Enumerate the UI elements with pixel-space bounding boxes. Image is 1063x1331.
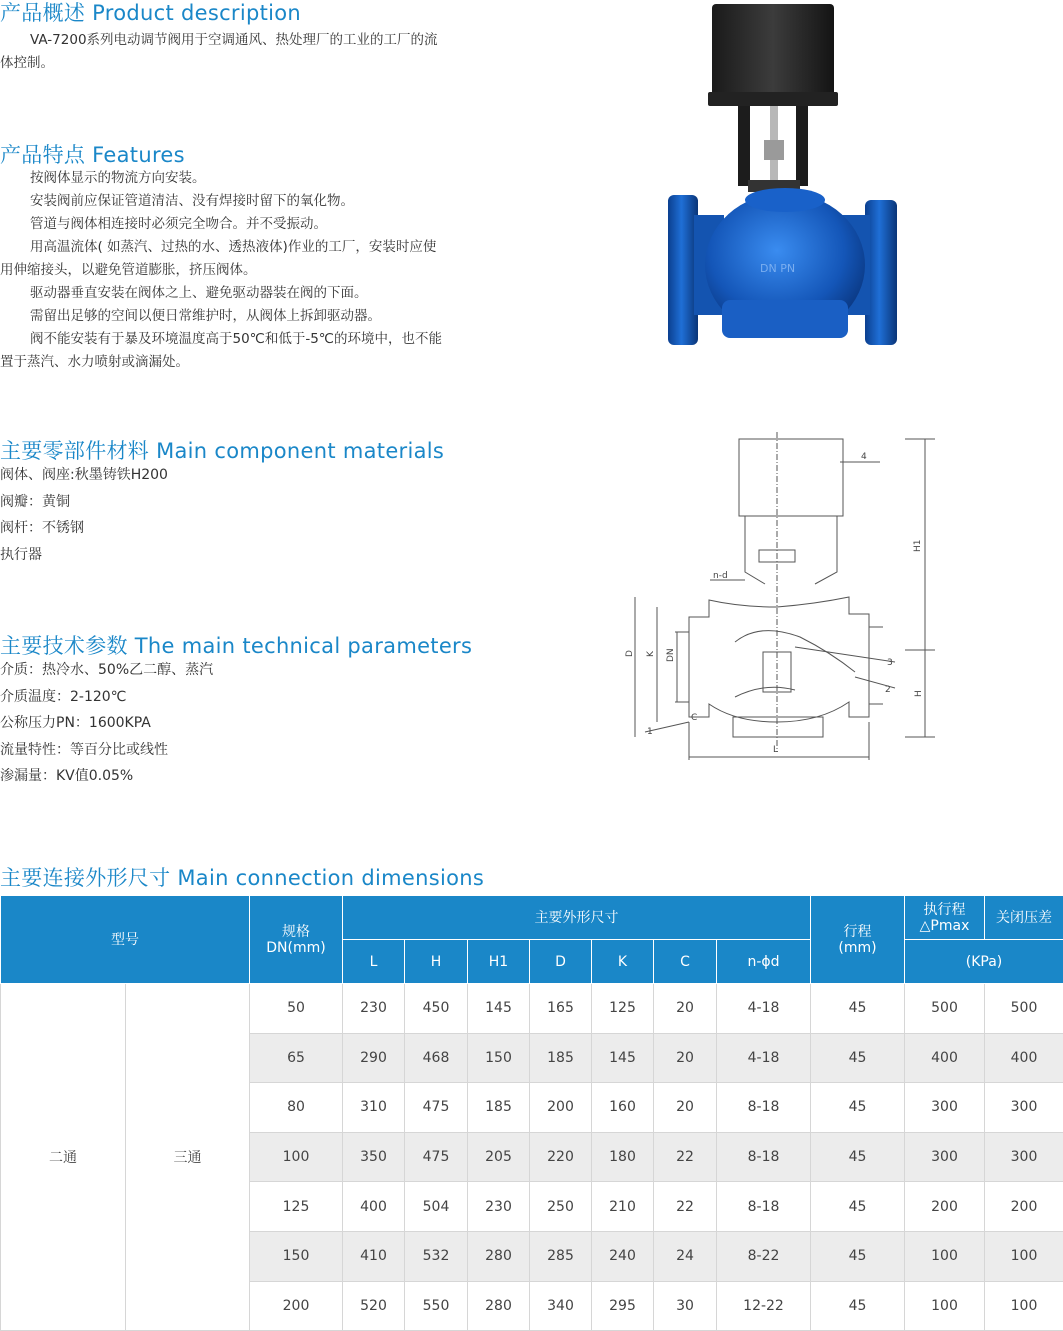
table-cell: 45 — [811, 1033, 905, 1083]
table-cell: 45 — [811, 984, 905, 1034]
header-model: 型号 — [1, 896, 250, 984]
table-cell: 200 — [905, 1182, 985, 1232]
table-cell: 504 — [405, 1182, 468, 1232]
table-cell: 8-18 — [717, 1132, 811, 1182]
product-line: VA-7200系列电动调节阀用于空调通风、热处理厂的工业的工厂的流 — [0, 29, 520, 52]
param-line: 公称压力PN：1600KPA — [0, 710, 213, 737]
table-cell: 8-22 — [717, 1231, 811, 1281]
table-cell: 180 — [592, 1132, 654, 1182]
header-col-c: C — [654, 940, 717, 984]
drawing-label-2: 2 — [885, 685, 891, 695]
table-cell: 290 — [343, 1033, 405, 1083]
table-cell: 400 — [985, 1033, 1063, 1083]
header-pmax-line2: △Pmax — [905, 918, 984, 934]
table-cell: 100 — [905, 1281, 985, 1331]
product-line: 体控制。 — [0, 52, 520, 75]
table-cell: 20 — [654, 1033, 717, 1083]
table-cell: 400 — [343, 1182, 405, 1232]
table-cell: 100 — [985, 1281, 1063, 1331]
table-cell: 185 — [530, 1033, 592, 1083]
table-cell: 100 — [905, 1231, 985, 1281]
table-cell: 80 — [250, 1083, 343, 1133]
header-spec-line1: 规格 — [250, 924, 342, 940]
table-cell: 300 — [985, 1132, 1063, 1182]
table-cell: 20 — [654, 984, 717, 1034]
header-main-dims: 主要外形尺寸 — [343, 896, 811, 940]
feature-line: 置于蒸汽、水力喷射或滴漏处。 — [0, 351, 520, 374]
dimensions-title: 主要连接外形尺寸 Main connection dimensions — [0, 862, 484, 892]
table-cell: 300 — [905, 1132, 985, 1182]
header-col-h1: H1 — [468, 940, 530, 984]
table-cell: 400 — [905, 1033, 985, 1083]
header-kpa: (KPa) — [905, 940, 1063, 984]
table-cell: 20 — [654, 1083, 717, 1133]
table-cell: 310 — [343, 1083, 405, 1133]
table-cell: 220 — [530, 1132, 592, 1182]
params-list — [0, 657, 213, 790]
table-cell: 200 — [530, 1083, 592, 1133]
header-pmax — [905, 896, 985, 940]
table-cell: 160 — [592, 1083, 654, 1133]
table-cell: 520 — [343, 1281, 405, 1331]
table-cell: 45 — [811, 1083, 905, 1133]
header-pmax-line1: 执行程 — [905, 902, 984, 918]
valve-technical-drawing — [615, 432, 950, 762]
feature-line: 管道与阀体相连接时必须完全吻合。并不受振动。 — [0, 213, 520, 236]
table-cell: 45 — [811, 1132, 905, 1182]
table-cell: 45 — [811, 1182, 905, 1232]
model-two-way: 二通 — [1, 984, 126, 1331]
header-stroke-line2: (mm) — [811, 940, 904, 956]
table-cell: 8-18 — [717, 1182, 811, 1232]
table-cell: 200 — [985, 1182, 1063, 1232]
materials-title: 主要零部件材料 Main component materials — [0, 435, 444, 465]
feature-line: 驱动器垂直安装在阀体之上、避免驱动器装在阀的下面。 — [0, 282, 520, 305]
materials-list — [0, 462, 168, 568]
header-col-l: L — [343, 940, 405, 984]
table-cell: 300 — [985, 1083, 1063, 1133]
table-cell: 100 — [985, 1231, 1063, 1281]
drawing-label-l: L — [773, 745, 778, 755]
table-cell: 4-18 — [717, 984, 811, 1034]
features-list — [0, 167, 520, 374]
table-cell: 250 — [530, 1182, 592, 1232]
header-stroke — [811, 896, 905, 984]
dimensions-table — [0, 895, 1063, 1331]
param-line: 介质温度：2-120℃ — [0, 684, 213, 711]
features-title: 产品特点 Features — [0, 139, 185, 169]
table-cell: 340 — [530, 1281, 592, 1331]
table-cell: 210 — [592, 1182, 654, 1232]
product-description-title: 产品概述 Product description — [0, 0, 301, 27]
product-description-text — [0, 29, 520, 75]
header-spec — [250, 896, 343, 984]
table-cell: 150 — [250, 1231, 343, 1281]
material-line: 执行器 — [0, 542, 168, 569]
table-cell: 65 — [250, 1033, 343, 1083]
table-cell: 285 — [530, 1231, 592, 1281]
drawing-label-c: C — [691, 713, 697, 723]
table-cell: 475 — [405, 1132, 468, 1182]
drawing-label-3: 3 — [887, 658, 893, 668]
table-cell: 50 — [250, 984, 343, 1034]
header-stroke-line1: 行程 — [811, 924, 904, 940]
feature-line: 阀不能安装有于暴及环境温度高于50℃和低于-5℃的环境中，也不能 — [0, 328, 520, 351]
table-cell: 4-18 — [717, 1033, 811, 1083]
header-col-k: K — [592, 940, 654, 984]
header-col-h: H — [405, 940, 468, 984]
table-cell: 125 — [592, 984, 654, 1034]
table-cell: 22 — [654, 1132, 717, 1182]
table-cell: 45 — [811, 1231, 905, 1281]
table-cell: 100 — [250, 1132, 343, 1182]
feature-line: 安装阀前应保证管道清洁、没有焊接时留下的氧化物。 — [0, 190, 520, 213]
table-cell: 468 — [405, 1033, 468, 1083]
drawing-label-h1: H1 — [913, 540, 923, 553]
table-cell: 240 — [592, 1231, 654, 1281]
table-cell: 8-18 — [717, 1083, 811, 1133]
table-cell: 500 — [985, 984, 1063, 1034]
drawing-label-k: K — [646, 650, 656, 657]
param-line: 流量特性：等百分比或线性 — [0, 737, 213, 764]
header-col-d: D — [530, 940, 592, 984]
material-line: 阀体、阀座:秋墨铸铁H200 — [0, 462, 168, 489]
param-line: 渗漏量：KV值0.05% — [0, 763, 213, 790]
table-cell: 22 — [654, 1182, 717, 1232]
feature-line: 按阀体显示的物流方向安装。 — [0, 167, 520, 190]
table-cell: 145 — [468, 984, 530, 1034]
table-row — [1, 984, 1063, 1034]
material-line: 阀瓣：黄铜 — [0, 489, 168, 516]
feature-line: 用高温流体( 如蒸汽、过热的水、透热液体)作业的工厂，安装时应使 — [0, 236, 520, 259]
drawing-label-d: D — [625, 650, 635, 657]
header-spec-line2: DN(mm) — [250, 940, 342, 956]
table-cell: 125 — [250, 1182, 343, 1232]
table-cell: 295 — [592, 1281, 654, 1331]
model-three-way: 三通 — [126, 984, 250, 1331]
table-cell: 532 — [405, 1231, 468, 1281]
feature-line: 需留出足够的空间以便日常维护时，从阀体上拆卸驱动器。 — [0, 305, 520, 328]
table-cell: 145 — [592, 1033, 654, 1083]
table-cell: 500 — [905, 984, 985, 1034]
material-line: 阀杆：不锈钢 — [0, 515, 168, 542]
table-cell: 45 — [811, 1281, 905, 1331]
param-line: 介质：热冷水、50%乙二醇、蒸汽 — [0, 657, 213, 684]
table-cell: 280 — [468, 1231, 530, 1281]
table-cell: 165 — [530, 984, 592, 1034]
table-cell: 230 — [343, 984, 405, 1034]
table-cell: 410 — [343, 1231, 405, 1281]
table-cell: 150 — [468, 1033, 530, 1083]
table-cell: 475 — [405, 1083, 468, 1133]
table-cell: 12-22 — [717, 1281, 811, 1331]
table-cell: 450 — [405, 984, 468, 1034]
table-cell: 280 — [468, 1281, 530, 1331]
drawing-label-h: H — [914, 690, 924, 697]
table-cell: 550 — [405, 1281, 468, 1331]
table-cell: 300 — [905, 1083, 985, 1133]
params-title: 主要技术参数 The main technical parameters — [0, 630, 472, 660]
svg-text:DN PN: DN PN — [760, 262, 795, 275]
table-cell: 200 — [250, 1281, 343, 1331]
table-cell: 230 — [468, 1182, 530, 1232]
table-cell: 30 — [654, 1281, 717, 1331]
drawing-label-nd: n-d — [713, 571, 728, 581]
valve-photo — [660, 0, 915, 362]
drawing-label-4: 4 — [861, 452, 867, 462]
table-cell: 185 — [468, 1083, 530, 1133]
table-cell: 350 — [343, 1132, 405, 1182]
table-cell: 205 — [468, 1132, 530, 1182]
header-close-pressure: 关闭压差 — [985, 896, 1063, 940]
drawing-label-dn: DN — [666, 648, 676, 662]
header-col-nd: n-ϕd — [717, 940, 811, 984]
feature-line: 用伸缩接头，以避免管道膨胀，挤压阀体。 — [0, 259, 520, 282]
drawing-label-1: 1 — [647, 727, 653, 737]
table-cell: 24 — [654, 1231, 717, 1281]
